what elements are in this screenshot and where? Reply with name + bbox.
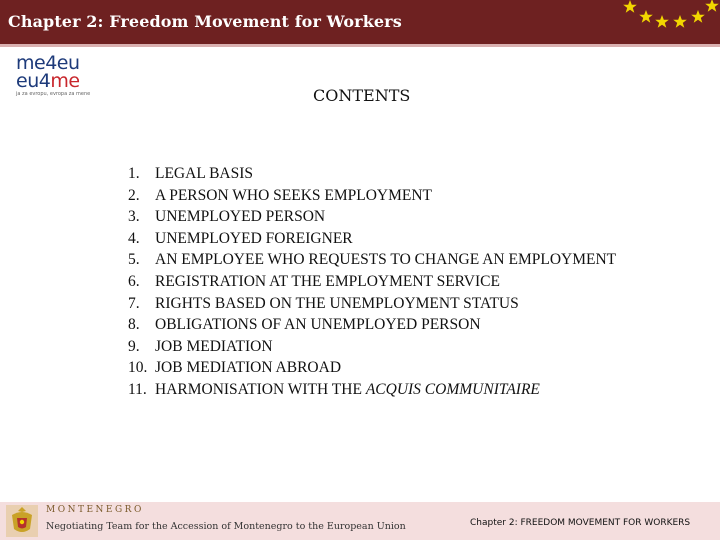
header-divider (0, 44, 720, 47)
footer-country: MONTENEGRO (46, 505, 144, 515)
footer-team: Negotiating Team for the Accession of Montenegro to the European Union (46, 521, 406, 532)
list-item: 4. UNEMPLOYED FOREIGNER (128, 229, 353, 247)
acquis-emphasis: ACQUIS COMMUNITAIRE (365, 380, 540, 398)
list-item: 1. LEGAL BASIS (128, 165, 254, 182)
list-item: 6. REGISTRATION AT THE EMPLOYMENT SERVICE (128, 272, 500, 290)
chapter-title: Chapter 2: Freedom Movement for Workers (8, 12, 402, 31)
footer-chapter: Chapter 2: FREEDOM MOVEMENT FOR WORKERS (470, 518, 691, 528)
logo-text-me4: me4 (16, 52, 57, 74)
logo-text-eu4: eu4 (16, 70, 51, 92)
list-item: 3. UNEMPLOYED PERSON (128, 208, 326, 226)
contents-list (128, 163, 648, 401)
logo-text-me: me (50, 70, 80, 92)
list-item: 7. RIGHTS BASED ON THE UNEMPLOYMENT STATUS (128, 294, 519, 312)
contents-heading: CONTENTS (313, 86, 411, 105)
montenegro-crest-icon (4, 503, 40, 539)
list-item: 5. AN EMPLOYEE WHO REQUESTS TO CHANGE AN EMPLOYMENT (128, 251, 617, 269)
list-item: 9. JOB MEDIATION (128, 337, 273, 355)
logo-tagline: ja za evropu, evropa za mene (16, 91, 91, 97)
logo-text-eu: eu (56, 52, 80, 74)
list-item: 8. OBLIGATIONS OF AN UNEMPLOYED PERSON (128, 316, 481, 334)
list-item: 11. HARMONISATION WITH THE ACQUIS COMMUNITAIRE (128, 380, 540, 398)
list-item: 2. A PERSON WHO SEEKS EMPLOYMENT (128, 186, 433, 204)
me4eu-logo (16, 54, 108, 100)
eu-stars-icon (612, 0, 720, 36)
list-item: 10. JOB MEDIATION ABROAD (128, 359, 342, 377)
